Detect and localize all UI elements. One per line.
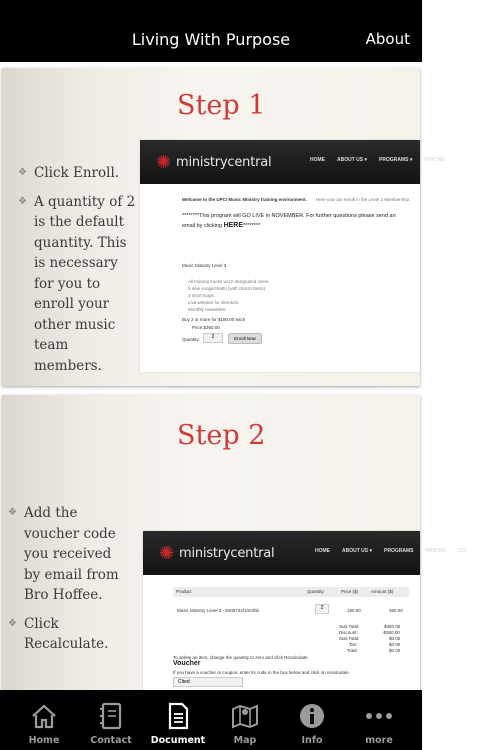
column-header: Price ($) bbox=[341, 589, 359, 594]
total-label: Tax: bbox=[349, 642, 358, 647]
logo-star-icon: ✺ bbox=[159, 543, 174, 564]
voucher-title: Voucher bbox=[173, 660, 201, 667]
tab-contact[interactable] bbox=[77, 690, 145, 750]
tab-label: Home bbox=[28, 735, 60, 746]
product-name: Music Ministry Level 3 bbox=[182, 263, 227, 268]
voucher-note: If you have a voucher or coupon, enter its code in the box below and click on recalculate. bbox=[173, 670, 350, 675]
tab-info[interactable] bbox=[278, 690, 346, 750]
total-value: $360.00 bbox=[384, 624, 401, 629]
tab-bar bbox=[0, 690, 422, 750]
step-title: Step 1 bbox=[177, 90, 266, 121]
column-header: Product bbox=[176, 589, 192, 594]
site-nav-item: ABOUT US ▾ bbox=[337, 157, 368, 163]
document-icon bbox=[164, 702, 192, 730]
more-dots-icon bbox=[365, 702, 393, 730]
feature-item: 5 new songs/charts (with chord charts). bbox=[188, 286, 267, 291]
bullet-item bbox=[18, 192, 136, 377]
total-value: $0.00 bbox=[389, 642, 401, 647]
enroll-now-button[interactable]: Enroll Now bbox=[228, 333, 262, 344]
site-logo bbox=[159, 543, 275, 564]
tab-label: Document bbox=[150, 735, 206, 746]
diamond-bullet-icon: ❖ bbox=[8, 507, 17, 518]
bullet-item bbox=[8, 503, 128, 606]
step-instructions bbox=[18, 163, 136, 384]
price-text: Price:$360.00 bbox=[192, 325, 220, 330]
total-label: Total: bbox=[347, 648, 358, 653]
site-nav-item: HOME bbox=[310, 157, 325, 163]
step-instructions bbox=[8, 503, 128, 663]
contact-card-icon bbox=[97, 702, 125, 730]
logo-text: ministrycentral bbox=[176, 155, 272, 170]
tab-home[interactable] bbox=[10, 690, 78, 750]
notice-text: ********This program will GO LIVE in NOVEMBER. For further questions please send an email by clicking HERE******** bbox=[182, 213, 396, 229]
tab-map[interactable] bbox=[211, 690, 279, 750]
total-value: $0.00 bbox=[389, 636, 401, 641]
offer-text: Buy 2 or more for $180.00 each bbox=[182, 317, 246, 322]
bullet-text: A quantity of 2 is the default quantity. This is necessary for you to enroll your other music team members. bbox=[34, 193, 136, 374]
site-nav-item: CO bbox=[458, 548, 466, 554]
site-nav-item: ABOUT US ▾ bbox=[342, 548, 373, 554]
cart-product: Music Ministry Level 3 - 9406742f10e3hb bbox=[177, 608, 260, 613]
feature-item: 3 short loops. bbox=[188, 293, 216, 298]
website-screenshot bbox=[143, 531, 466, 709]
total-label: Sub-Total: bbox=[339, 636, 360, 641]
site-nav-item: PROGRAMS bbox=[384, 548, 414, 554]
feature-item: Monthly newsletter. bbox=[188, 307, 227, 312]
site-header bbox=[143, 531, 466, 575]
welcome-text: Welcome to the UPCI Music Ministry training environment. bbox=[182, 197, 307, 202]
bullet-item bbox=[18, 163, 136, 184]
cart-table-header bbox=[173, 587, 409, 597]
logo-text: ministrycentral bbox=[179, 546, 275, 561]
tab-more[interactable] bbox=[345, 690, 413, 750]
bullet-text: Click Enroll. bbox=[34, 165, 120, 181]
home-icon bbox=[30, 702, 58, 730]
nav-title: Living With Purpose bbox=[131, 30, 291, 49]
feature-item: Live webinar for directors. bbox=[188, 300, 240, 305]
tab-label: Info bbox=[301, 735, 323, 746]
total-value: $0.00 bbox=[389, 648, 401, 653]
feature-item: All training tracks w/12 designated users. bbox=[188, 279, 270, 284]
site-nav bbox=[315, 548, 478, 554]
website-screenshot bbox=[140, 140, 446, 372]
total-label: Sub-Total: bbox=[339, 624, 360, 629]
site-nav-item: HOME bbox=[315, 548, 330, 554]
diamond-bullet-icon: ❖ bbox=[8, 617, 17, 629]
site-nav-item: PRICING bbox=[424, 157, 446, 163]
diamond-bullet-icon: ❖ bbox=[18, 195, 27, 207]
voucher-input[interactable]: Cited bbox=[173, 677, 243, 687]
logo-star-icon: ✺ bbox=[156, 152, 171, 173]
site-logo bbox=[156, 152, 272, 173]
tab-label: Contact bbox=[90, 735, 132, 746]
navigation-bar bbox=[0, 0, 422, 62]
bullet-text: Click Recalculate. bbox=[24, 615, 109, 652]
slide-step-2 bbox=[2, 395, 466, 713]
tab-document[interactable] bbox=[144, 690, 212, 750]
column-header: Quantity bbox=[307, 589, 324, 594]
bullet-item bbox=[8, 614, 128, 655]
document-scroll-area[interactable] bbox=[0, 62, 466, 690]
quantity-input[interactable]: 2 bbox=[203, 333, 223, 343]
tab-label: more bbox=[365, 735, 393, 746]
site-nav-item: PRICING bbox=[425, 548, 447, 554]
total-label: Discount: bbox=[339, 630, 358, 635]
column-header: Amount ($) bbox=[371, 589, 394, 594]
welcome-note: Here you can enroll in the Level 3 Membership. bbox=[316, 197, 411, 202]
about-button[interactable]: About bbox=[365, 30, 410, 48]
step-title: Step 2 bbox=[177, 420, 266, 451]
site-nav-item: PROGRAMS ▾ bbox=[379, 157, 413, 163]
tab-label: Map bbox=[233, 735, 257, 746]
cart-amount: 360.00 bbox=[389, 608, 403, 613]
site-nav bbox=[310, 157, 457, 163]
cart-quantity-input[interactable]: 2 bbox=[315, 604, 329, 614]
site-header bbox=[140, 140, 446, 184]
info-icon bbox=[298, 702, 326, 730]
diamond-bullet-icon: ❖ bbox=[18, 167, 27, 178]
slide-step-1 bbox=[2, 68, 446, 386]
delete-note: To delete an item, change the quantity to zero and click Recalculate bbox=[173, 655, 308, 660]
quantity-label: Quantity: bbox=[182, 337, 201, 342]
cart-price: 180.00 bbox=[347, 608, 361, 613]
bullet-text: Add the voucher code you received by email from Bro Hoffee. bbox=[24, 505, 119, 603]
map-icon bbox=[231, 702, 259, 730]
total-value: -$360.00 bbox=[382, 630, 400, 635]
